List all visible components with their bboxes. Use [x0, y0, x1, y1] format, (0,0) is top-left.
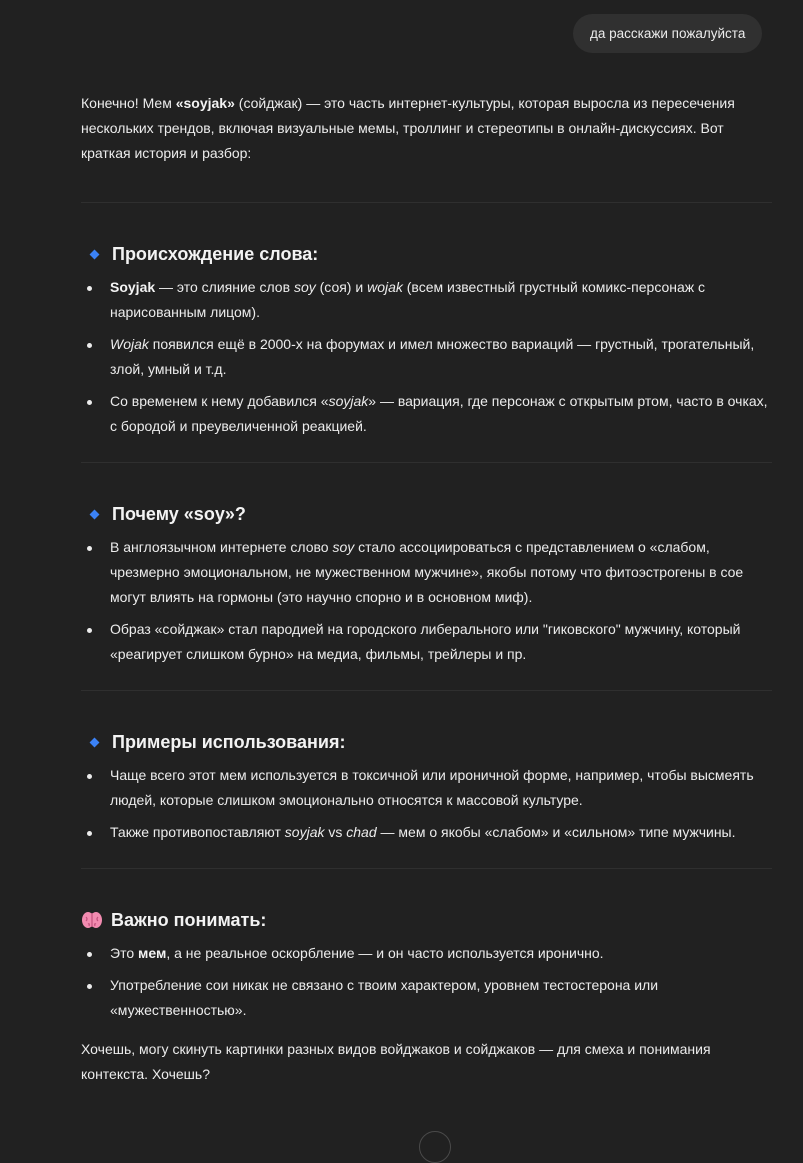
important-list [81, 941, 772, 1023]
usage-list [81, 763, 772, 845]
section-heading-why-soy [81, 501, 772, 527]
section-title: Происхождение слова: [112, 244, 319, 264]
text: vs [324, 824, 347, 840]
italic-term: chad [346, 824, 377, 840]
list-item [81, 389, 772, 439]
italic-term: soyjak [328, 393, 369, 409]
intro-bold-term: «soyjak» [175, 95, 235, 111]
text: появился ещё в 2000-х на форумах и имел множество вариаций — грустный, трогательный, злой, умный и т.д. [110, 336, 755, 377]
italic-term: soy [332, 539, 355, 555]
intro-text-2: (сойджак) — это часть интернет-культуры, которая выросла из пересечения нескольких трендов, включая визуальные мемы, троллинг и стереотипы в онлайн-дискуссиях. Вот краткая история и разбор: [81, 95, 735, 161]
text: Образ «сойджак» стал пародией на городского либерального или "гиковского" мужчину, который «реагирует слишком бурно» на медиа, фильмы, трейлеры и пр. [110, 621, 741, 662]
section-divider [81, 690, 772, 691]
text: — это слияние слов [155, 279, 294, 295]
scroll-down-button[interactable] [419, 1131, 451, 1163]
italic-term: wojak [367, 279, 403, 295]
assistant-response [81, 91, 772, 1087]
list-item [81, 820, 772, 845]
list-item [81, 941, 772, 966]
section-heading-important [81, 907, 772, 933]
text: стало ассоциироваться с представлением о «слабом, чрезмерно эмоциональном, не мужественном мужчине», якобы потому что фитоэстрогены в сое могут влиять на гормоны (это научно спорно и в основном миф). [110, 539, 744, 605]
intro-paragraph [81, 91, 772, 166]
section-heading-origin [81, 241, 772, 267]
bold-term: мем [138, 945, 167, 961]
why-soy-list [81, 535, 772, 667]
section-divider [81, 868, 772, 869]
section-title: Почему «soy»? [112, 504, 246, 524]
list-item [81, 763, 772, 813]
section-title: Примеры использования: [112, 732, 346, 752]
brain-icon [81, 909, 103, 931]
list-item [81, 275, 772, 325]
list-item [81, 617, 772, 667]
section-divider [81, 202, 772, 203]
italic-term: soy [293, 279, 316, 295]
text: (всем известный грустный комикс-персонаж с нарисованным лицом). [110, 279, 706, 320]
text: (соя) и [315, 279, 368, 295]
user-message-text: да расскажи пожалуйста [590, 26, 746, 41]
italic-term: soyjak [284, 824, 325, 840]
text: Употребление сои никак не связано с твоим характером, уровнем тестостерона или «мужественностью». [110, 977, 659, 1018]
text: — мем о якобы «слабом» и «сильном» типе мужчины. [376, 824, 736, 840]
text: В англоязычном интернете слово [110, 539, 333, 555]
intro-text-1: Конечно! Мем [81, 95, 176, 111]
diamond-icon [90, 249, 100, 259]
text: Также противопоставляют [110, 824, 285, 840]
text: Со временем к нему добавился « [110, 393, 329, 409]
text: Это [110, 945, 138, 961]
section-divider [81, 462, 772, 463]
text: Чаще всего этот мем используется в токсичной или ироничной форме, например, чтобы высмеять людей, которые слишком эмоционально относятся к массовой культуре. [110, 767, 754, 808]
user-message-bubble [573, 14, 762, 53]
section-heading-usage [81, 729, 772, 755]
list-item [81, 973, 772, 1023]
list-item [81, 535, 772, 610]
bold-term: Soyjak [110, 279, 156, 295]
outro-paragraph: Хочешь, могу скинуть картинки разных видов войджаков и сойджаков — для смеха и понимания контекста. Хочешь? [81, 1041, 711, 1082]
italic-term: Wojak [110, 336, 149, 352]
diamond-icon [90, 737, 100, 747]
origin-list [81, 275, 772, 439]
diamond-icon [90, 509, 100, 519]
text: , а не реальное оскорбление — и он часто используется иронично. [166, 945, 604, 961]
section-title: Важно понимать: [111, 910, 267, 930]
list-item [81, 332, 772, 382]
text: » — вариация, где персонаж с открытым ртом, часто в очках, с бородой и преувеличенной реакцией. [110, 393, 768, 434]
